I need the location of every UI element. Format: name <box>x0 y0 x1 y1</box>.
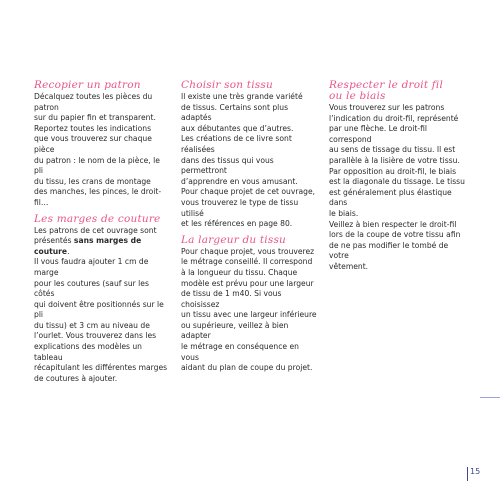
body-line: du tissu, les crans de montage <box>34 176 151 186</box>
body-line: Pour chaque projet de cet ouvrage, <box>181 187 316 197</box>
body-line: des manches, les pinces, le droit-fil… <box>34 187 162 207</box>
body-line: est la diagonale du tissage. Le tissu <box>329 177 465 187</box>
body-line: aidant du plan de coupe du projet. <box>181 363 313 373</box>
body-line: du patron : le nom de la pièce, le pli <box>34 155 160 176</box>
section <box>181 80 317 230</box>
body-line: est généralement plus élastique dans <box>329 187 452 208</box>
body-line: l’indication du droit-fil, représenté <box>329 113 459 123</box>
body-line: pour les coutures (sauf sur les côtés <box>34 278 149 299</box>
body-line: de ne pas modifier le tombé de votre <box>329 240 449 261</box>
section-heading-line: La largeur du tissu <box>181 233 287 246</box>
bold-text: sans marges de couture <box>34 236 142 256</box>
body-line: Vous trouverez sur les patrons <box>329 103 445 112</box>
body-line: à la longueur du tissu. Chaque <box>181 267 298 277</box>
body-line: vêtement. <box>329 261 369 271</box>
body-line: Il existe une très grande variété <box>181 92 303 101</box>
body-line: l’ourlet. Vous trouverez dans les <box>34 331 157 341</box>
body-line: du tissu) et 3 cm au niveau de <box>34 320 150 330</box>
section <box>34 80 170 209</box>
section <box>329 80 467 273</box>
body-line: un tissu avec une largeur inférieure <box>181 310 317 320</box>
body-line: Les créations de ce livre sont réalisées <box>181 134 292 154</box>
column-2 <box>181 80 317 374</box>
column-1 <box>34 80 170 384</box>
section-heading-line: Les marges de couture <box>34 212 161 225</box>
body-line: qui doivent être positionnés sur le pli <box>34 299 164 320</box>
body-line: ou supérieure, veillez à bien adapter <box>181 320 289 341</box>
body-line: le métrage conseillé. Il correspond <box>181 257 313 267</box>
section-heading <box>329 80 467 102</box>
page-number-rule <box>467 467 468 481</box>
body-line: présentés sans marges de couture. <box>34 236 142 256</box>
body-line: Reportez toutes les indications <box>34 123 152 133</box>
body-line: dans des tissus qui vous permettront <box>181 155 274 176</box>
body-line: que vous trouverez sur chaque pièce <box>34 134 152 154</box>
body-line: vous trouverez le type de tissu utilisé <box>181 197 299 218</box>
body-line: explications des modèles un tableau <box>34 342 142 362</box>
body-line: par une flèche. Le droit-fil correspond <box>329 124 427 144</box>
margin-line <box>480 397 500 398</box>
column-3 <box>329 80 467 273</box>
body-line: lors de la coupe de votre tissu afin <box>329 230 461 240</box>
section-heading <box>34 214 170 225</box>
body-line: Il vous faudra ajouter 1 cm de marge <box>34 257 149 277</box>
body-line: de tissu de 1 m40. Si vous choisissez <box>181 289 282 309</box>
body-line: Décalquez toutes les pièces du patron <box>34 92 153 112</box>
section-heading <box>34 80 170 91</box>
section <box>34 214 170 385</box>
section-heading-line: ou le biais <box>329 90 386 102</box>
body-line: de coutures à ajouter. <box>34 373 118 383</box>
page-number: 15 <box>470 467 481 476</box>
section-heading-line: Recopier un patron <box>34 79 141 91</box>
section-heading-line: Respecter le droit fil <box>329 79 444 91</box>
section-heading-line: Choisir son tissu <box>181 79 273 91</box>
body-line: au sens de tissage du tissu. Il est <box>329 145 456 155</box>
body-line: modèle est prévu pour une largeur <box>181 278 314 288</box>
section-heading <box>181 235 317 246</box>
section-heading <box>181 80 317 91</box>
body-line: parallèle à la lisière de votre tissu. <box>329 155 460 165</box>
body-line: d’apprendre en vous amusant. <box>181 176 298 186</box>
section <box>181 235 317 374</box>
body-line: et les références en page 80. <box>181 219 293 229</box>
body-line: le métrage en conséquence en vous <box>181 342 299 362</box>
body-line: récapitulant les différentes marges <box>34 363 168 373</box>
body-line: de tissus. Certains sont plus adaptés <box>181 102 289 123</box>
body-line: Les patrons de cet ouvrage sont <box>34 225 157 235</box>
body-line: Par opposition au droit-fil, le biais <box>329 166 457 176</box>
body-line: sur du papier fin et transparent. <box>34 113 156 123</box>
body-line: aux débutantes que d’autres. <box>181 123 294 133</box>
body-line: Pour chaque projet, vous trouverez <box>181 246 315 256</box>
body-line: Veillez à bien respecter le droit-fil <box>329 219 457 229</box>
body-line: le biais. <box>329 208 359 218</box>
